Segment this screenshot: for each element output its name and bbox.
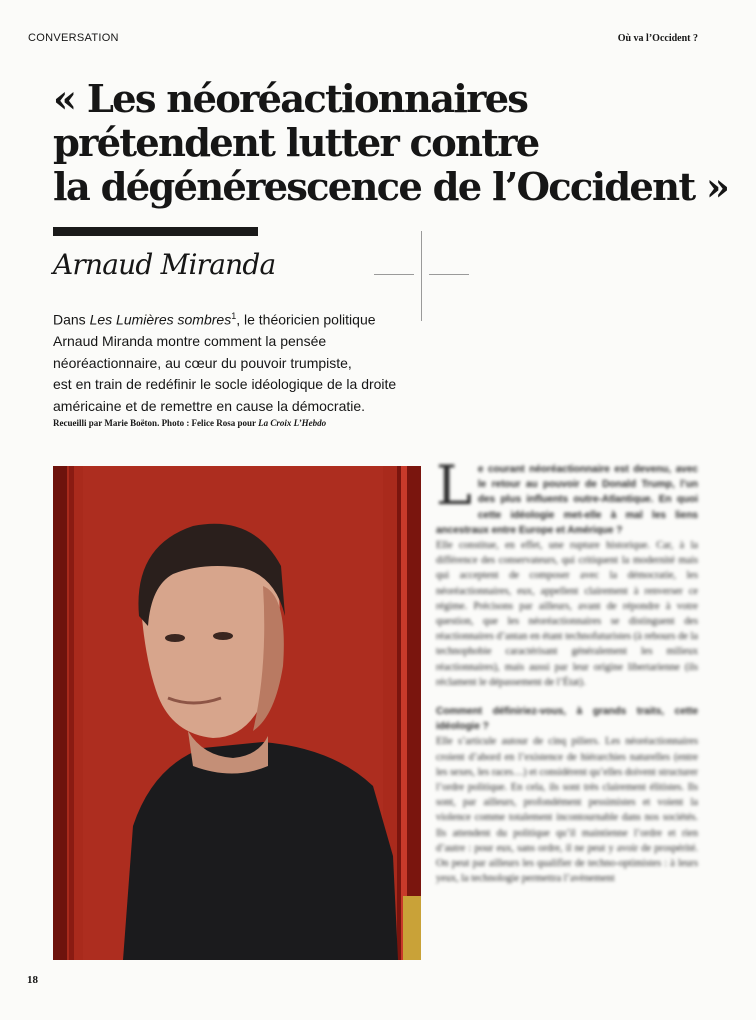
standfirst-line — [53, 306, 423, 331]
book-title: Les Lumières sombres — [89, 311, 232, 328]
standfirst-line: néoréactionnaire, au cœur du pouvoir trumpiste, — [53, 354, 352, 371]
footnote-marker: 1 — [231, 311, 237, 321]
ornament-left-line — [374, 274, 414, 275]
headline-line: la dégénérescence de l’Occident » — [53, 165, 729, 210]
author-name: Arnaud Miranda — [53, 248, 276, 281]
series-label: Où va l’Occident ? — [617, 33, 698, 44]
headline-line: prétendent lutter contre — [53, 121, 539, 166]
standfirst-line: américaine et de remettre en cause la démocratie. — [53, 397, 366, 414]
interview-question — [436, 462, 698, 538]
portrait-illustration — [53, 466, 421, 960]
interview-answer: Elle constitue, en effet, une rupture historique. Car, à la différence des conservateurs, qui critiquent la modernité mais qui acceptent de composer avec la démocratie, les néoréactionnaires, eux, appellent clairement à renverser ce régime. Précisons par ailleurs, avant de répondre à votre question, que les néoréactionnaires se distinguent des réactionnaires d’antan en étant technofuturistes (à rebours de la technophobie caractérisant généralement les milieux réactionnaires), mais aussi par leur origine libertarienne (ils réclament le dépassement de l’État). — [436, 540, 698, 688]
page-number: 18 — [27, 974, 38, 986]
portrait-photo — [53, 466, 421, 960]
interview-column — [436, 462, 698, 962]
section-label: CONVERSATION — [28, 32, 119, 44]
publication-name: La Croix L’Hebdo — [258, 418, 327, 428]
headline-rule — [53, 227, 258, 236]
standfirst-line: est en train de redéfinir le socle idéologique de la droite — [53, 376, 397, 393]
headline — [53, 78, 733, 210]
standfirst-text: Dans — [53, 311, 90, 328]
credit-text: Recueilli par Marie Boëton. Photo : Felice Rosa pour — [53, 418, 259, 428]
question-text: e courant néoréactionnaire est devenu, avec le retour au pouvoir de Donald Trump, l’un des plus influents outre-Atlantique. En quoi cette idéologie met-elle à mal les liens ancestraux entre Europe et Amérique ? — [436, 464, 698, 536]
standfirst-text: , le théoricien politique — [236, 311, 376, 328]
headline-line: « Les néoréactionnaires — [53, 77, 528, 122]
drop-cap: L — [436, 462, 472, 517]
standfirst — [53, 306, 423, 417]
photo-credit — [53, 418, 326, 428]
interview-question: Comment définiriez-vous, à grands traits, cette idéologie ? — [436, 706, 698, 733]
standfirst-line: Arnaud Miranda montre comment la pensée — [53, 333, 327, 350]
interview-answer: Elle s’articule autour de cinq piliers. Les néoréactionnaires croient d’abord en l’existence de hiérarchies naturelles (entre les sexes, les races…) et considèrent qu’elles doivent structurer l’ordre politique. En cela, ils sont très clairement élitistes. Ils sont, par ailleurs, profondément pessimistes et voient la violence comme totalement incontournable dans nos sociétés. Ils attendent du politique qu’il maintienne l’ordre et rien d’autre : pour eux, sans ordre, il ne peut y avoir de prospérité. On peut par ailleurs les qualifier de techno-optimistes : à leurs yeux, la technologie permettra l’avènement — [436, 736, 698, 885]
ornament-right-line — [429, 274, 469, 275]
